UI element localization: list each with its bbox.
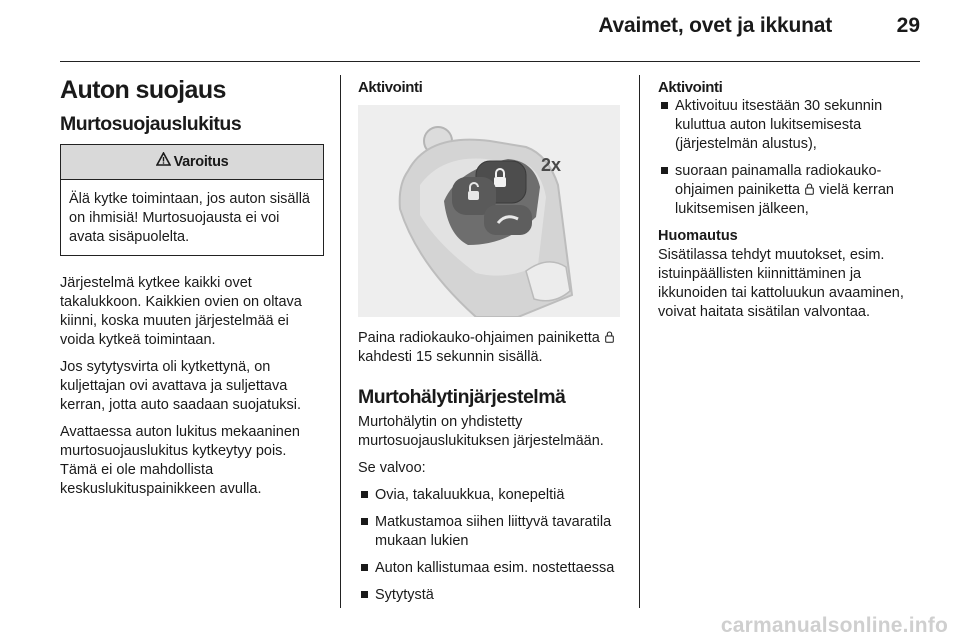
warning-text: Älä kytke toimintaan, jos auton sisällä on ihmisiä! Murtosuojausta ei voi avata sisäpuolelta. xyxy=(69,191,310,245)
alarm-system-heading: Murtohälytinjärjestelmä xyxy=(358,386,566,408)
note-text: Sisätilassa tehdyt muutokset, esim. istuinpäällisten kiinnittäminen ja ikkunoiden tai kattoluukun avaaminen, voivat haitata sisätilan valvontaa. xyxy=(658,247,904,320)
activation-heading: Aktivointi xyxy=(358,79,423,96)
header-title: Avaimet, ovet ja ikkunat xyxy=(598,14,832,37)
header-rule xyxy=(60,61,920,62)
column-1 xyxy=(60,70,324,507)
section-heading: Auton suojaus xyxy=(60,76,226,104)
column-divider-2 xyxy=(639,75,640,608)
monitors-label: Se valvoo: xyxy=(358,460,426,476)
list-item: Ovia, takaluukkua, konepeltiä xyxy=(358,486,622,505)
watermark: carmanualsonline.info xyxy=(720,614,948,637)
warning-triangle-icon xyxy=(156,152,171,172)
key-fob-illustration xyxy=(358,105,620,317)
list-item: Aktivoituu itsestään 30 sekunnin kuluttua auton lukitsemisesta (järjestelmän alustus), xyxy=(658,97,922,154)
page-number: 29 xyxy=(896,14,920,37)
paragraph: Jos sytytysvirta oli kytkettynä, on kuljettajan ovi avattava ja suljettava kerran, jotta auto saadaan suojatuksi. xyxy=(60,359,302,413)
lock-icon xyxy=(605,330,614,342)
note-title: Huomautus xyxy=(658,228,738,244)
activation-heading: Aktivointi xyxy=(658,79,723,96)
list-item xyxy=(658,162,922,219)
caption xyxy=(358,329,622,367)
paragraph: Järjestelmä kytkee kaikki ovet takalukkoon. Kaikkien ovien on oltava kiinni, koska muuten järjestelmää ei voida kytkeä toimintaan. xyxy=(60,275,302,348)
caption-text: Paina radiokauko-ohjaimen painiketta xyxy=(358,330,600,346)
warning-title: Varoitus xyxy=(173,153,229,170)
list-item-text: vielä kerran lukitsemisen jälkeen, xyxy=(675,182,894,217)
column-2 xyxy=(358,70,622,613)
lock-icon xyxy=(805,182,814,194)
list-item: Sytytystä xyxy=(358,586,622,605)
paragraph: Murtohälytin on yhdistetty murtosuojauslukituksen järjestelmään. xyxy=(358,414,604,449)
warning-header xyxy=(61,145,323,180)
press-count-label: 2x xyxy=(541,155,562,175)
warning-box xyxy=(60,144,324,256)
paragraph: Avattaessa auton lukitus mekaaninen murtosuojauslukitus kytkeytyy pois. Tämä ei ole mahdollista keskuslukituspainikkeen avulla. xyxy=(60,424,300,497)
list-item-text: suoraan painamalla radiokauko-ohjaimen painiketta xyxy=(675,163,882,198)
subsection-heading: Murtosuojauslukitus xyxy=(60,113,242,135)
caption-text: kahdesti 15 sekunnin sisällä. xyxy=(358,349,543,365)
activation-list xyxy=(658,97,922,219)
list-item: Auton kallistumaa esim. nostettaessa xyxy=(358,559,622,578)
column-3 xyxy=(658,70,922,330)
column-divider-1 xyxy=(340,75,341,608)
monitored-items-list xyxy=(358,486,622,605)
list-item: Matkustamoa siihen liittyvä tavaratila mukaan lukien xyxy=(358,513,622,551)
